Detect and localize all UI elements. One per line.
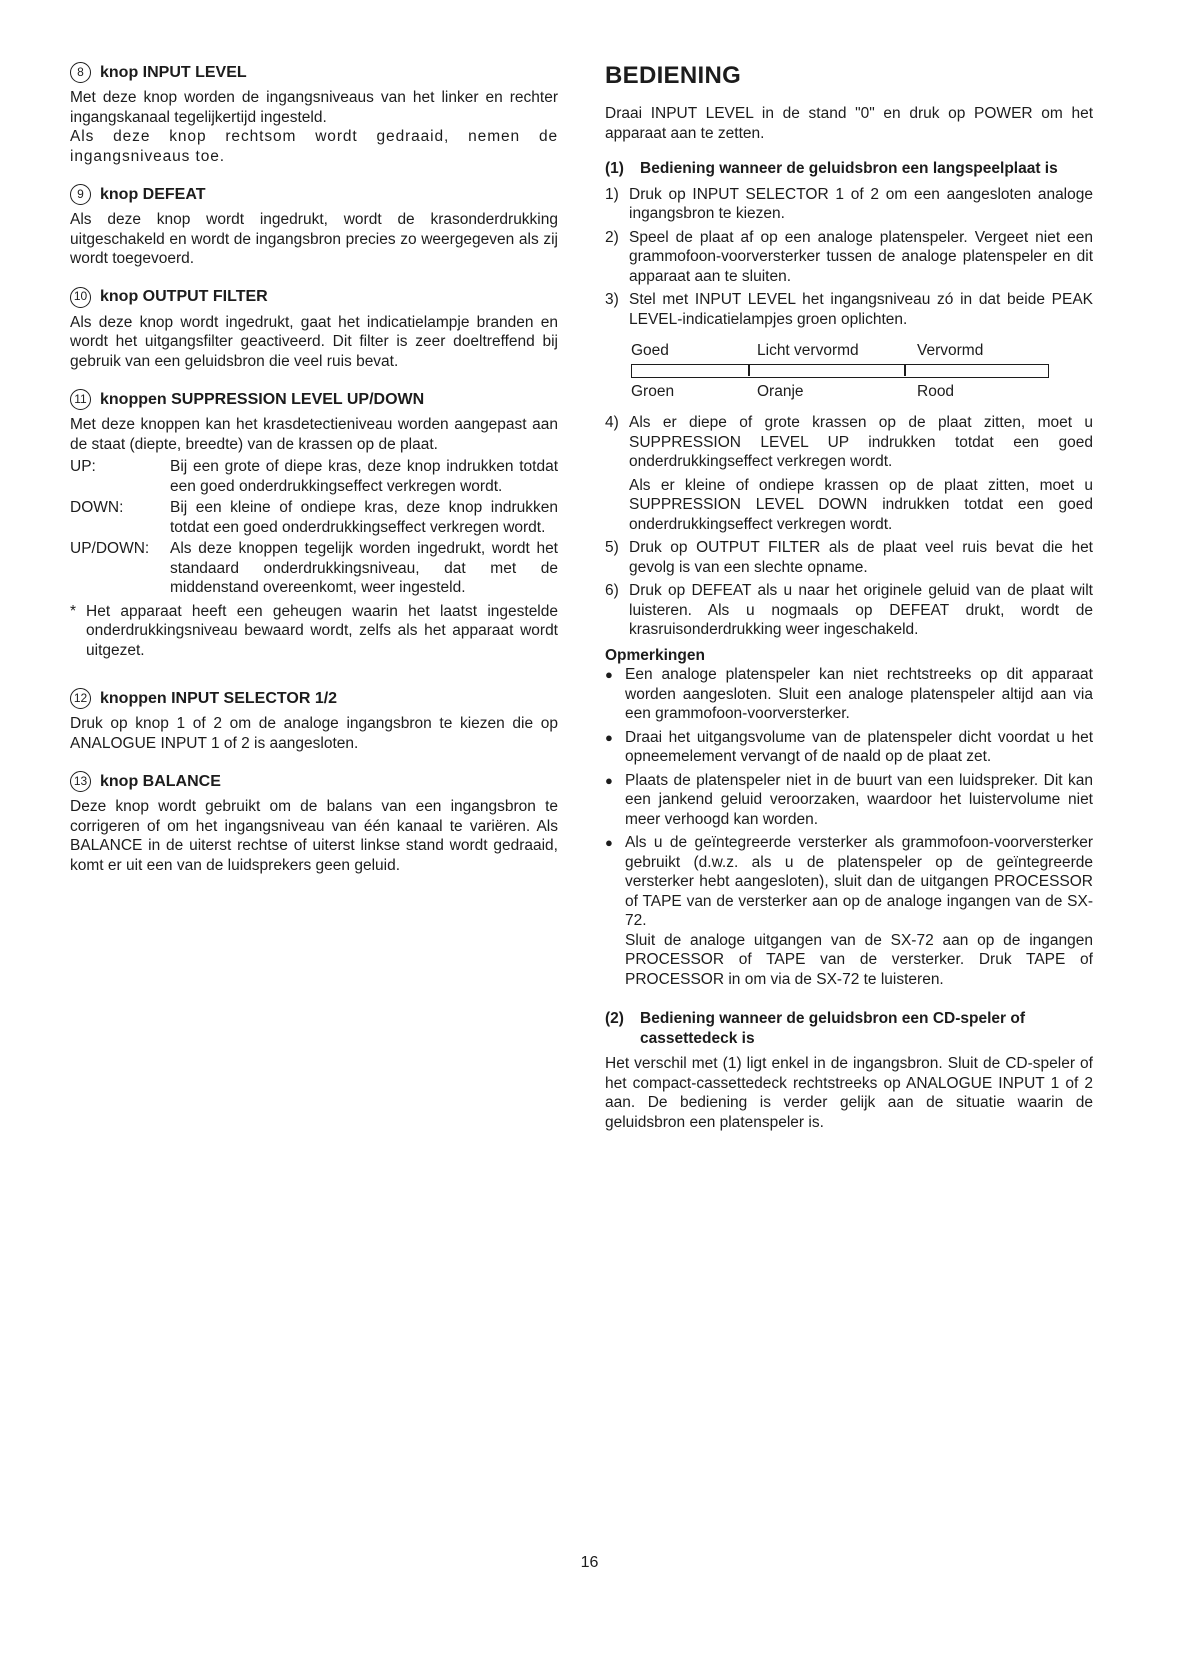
circled-number-13: 13: [70, 771, 91, 792]
step-text: Druk op DEFEAT als u naar het originele geluid van de plaat wilt luisteren. Als u nogmaals op DEFEAT drukt, wordt de krasruisonderdrukking weer ingeschakeld.: [629, 582, 1093, 638]
step-6: [605, 581, 1093, 640]
list-item: [605, 771, 1093, 830]
subsection-number: (2): [605, 1010, 624, 1027]
footnote: [70, 602, 558, 661]
section-text: Druk op knop 1 of 2 om de analoge ingangsbron te kiezen die op ANALOGUE INPUT 1 of 2 is aangesloten.: [70, 715, 558, 752]
section-text: Deze knop wordt gebruikt om de balans van een ingangsbron te corrigeren of om het ingangsniveau van één kanaal te variëren. Als BALANCE in de uiterst rechtse of uiterst linkse stand wordt gedraaid, komt er uit een van de luidsprekers geen geluid.: [70, 798, 558, 874]
remarks-list: [605, 665, 1093, 989]
remarks-heading: Opmerkingen: [605, 646, 705, 664]
circled-number-8: 8: [70, 62, 91, 83]
section-title: knop DEFEAT: [100, 185, 206, 203]
circled-number-12: 12: [70, 688, 91, 709]
step-text: Druk op INPUT SELECTOR 1 of 2 om een aangesloten analoge ingangsbron te kiezen.: [629, 185, 1093, 222]
definition-list: [70, 457, 558, 598]
definition-term: UP/DOWN:: [70, 540, 150, 557]
section-title: knoppen SUPPRESSION LEVEL UP/DOWN: [100, 390, 425, 408]
definition-term: DOWN:: [70, 499, 124, 516]
remark-extra-text: Sluit de analoge uitgangen van de SX-72 aan op de ingangen PROCESSOR of TAPE van de versterker. Druk TAPE of PROCESSOR in om via de SX-72 te luisteren.: [625, 931, 1093, 988]
section-heading: [70, 287, 558, 308]
scale-top-labels: [631, 341, 1049, 361]
section-defeat: [70, 184, 558, 269]
subsection-number: (1): [605, 160, 624, 177]
bullet-icon: ●: [605, 772, 613, 788]
definition-text: Bij een grote of diepe kras, deze knop indrukken totdat een goed onderdrukkingseffect verkregen wordt.: [170, 458, 558, 495]
left-column: [70, 62, 558, 893]
section-heading: [70, 184, 558, 205]
definition-down: [70, 498, 558, 537]
intro-text: Draai INPUT LEVEL in de stand "0" en druk op POWER om het apparaat aan te zetten.: [605, 105, 1093, 142]
remark-text: Als u de geïntegreerde versterker als grammofoon-voorversterker gebruikt (d.w.z. als u de platenspeler op de geïntegreerde versterker hebt aangesloten), sluit dan de uitgangen PROCESSOR of TAPE van de versterker aan op de analoge ingangen van de SX-72.: [625, 834, 1093, 929]
remark-text: Plaats de platenspeler niet in de buurt van een luidspreker. Dit kan een jankend geluid veroorzaken, waardoor het luistervolume niet meer verhoogd kan worden.: [625, 771, 1093, 828]
scale-bottom-labels: [631, 382, 1049, 402]
list-item: [605, 833, 1093, 989]
section-title: knop INPUT LEVEL: [100, 63, 247, 81]
subsection-heading-1: [605, 159, 1093, 179]
step-3: [605, 290, 1093, 329]
list-item: [605, 665, 1093, 724]
section-heading: [70, 62, 558, 83]
section-text: Met deze knoppen kan het krasdetectieniveau worden aangepast aan de staat (diepte, breedte) van de krassen op de plaat.: [70, 416, 558, 453]
circled-number-9: 9: [70, 184, 91, 205]
step-number: 2): [605, 228, 619, 246]
circled-number-11: 11: [70, 389, 91, 410]
scale-divider: [904, 364, 906, 376]
level-scale-diagram: [631, 341, 1049, 401]
scale-divider: [748, 364, 750, 376]
section-suppression-level: [70, 389, 558, 660]
section-title: knoppen INPUT SELECTOR 1/2: [100, 689, 338, 707]
remark-text: Een analoge platenspeler kan niet rechtstreeks op dit apparaat worden aangesloten. Sluit een analoge platenspeler altijd aan via een grammofoon-voorversterker.: [625, 666, 1093, 722]
definition-up-down: [70, 539, 558, 598]
definition-text: Als deze knoppen tegelijk worden ingedrukt, wordt het standaard onderdrukkingsniveau, dat met de middenstand overeenkomt, weer ingesteld.: [170, 540, 558, 596]
subsection-title: Bediening wanneer de geluidsbron een CD-speler of cassettedeck is: [640, 1010, 1025, 1047]
step-text: Druk op OUTPUT FILTER als de plaat veel ruis bevat die het gevolg is van een slechte opname.: [629, 539, 1093, 576]
scale-bar: [631, 364, 1049, 378]
step-number: 1): [605, 185, 619, 203]
section-input-selector: [70, 688, 558, 753]
step-text: Speel de plaat af op een analoge platenspeler. Vergeet niet een grammofoon-voorversterker tussen de analoge platenspeler en dit apparaat aan te sluiten.: [629, 228, 1093, 285]
scale-label-slightly-distorted: Licht vervormd: [757, 342, 859, 359]
remark-text-group: [625, 833, 1093, 989]
section-text: Als deze knop wordt ingedrukt, gaat het indicatielampje branden en wordt het uitgangsfilter geactiveerd. Dit filter is zeer doeltreffend bij gebruik van een geluidsbron die veel ruis bevat.: [70, 313, 558, 370]
definition-text: Bij een kleine of ondiepe kras, deze knop indrukken totdat een goed onderdrukkingseffect verkregen wordt.: [170, 499, 558, 536]
definition-up: [70, 457, 558, 496]
section-text: Met deze knop worden de ingangsniveaus van het linker en rechter ingangskanaal tegelijkertijd ingesteld.: [70, 89, 558, 126]
step-number: 5): [605, 539, 619, 556]
step-number: 6): [605, 582, 619, 599]
section-output-filter: [70, 287, 558, 372]
scale-label-green: Groen: [631, 382, 675, 400]
step-2: [605, 228, 1093, 287]
section-input-level: [70, 62, 558, 166]
footnote-text: Het apparaat heeft een geheugen waarin het laatst ingestelde onderdrukkingsniveau bewaard wordt, zelfs als het apparaat wordt uitgezet.: [86, 602, 558, 659]
section-title: knop BALANCE: [100, 772, 221, 790]
scale-label-orange: Oranje: [757, 382, 804, 400]
section-heading: [70, 688, 558, 709]
step-4: [605, 413, 1093, 472]
footnote-mark: *: [70, 602, 77, 620]
subsection-heading-2: [605, 1009, 1093, 1048]
page-title: BEDIENING: [605, 62, 742, 89]
step-number: 3): [605, 291, 619, 308]
bullet-icon: ●: [605, 729, 613, 745]
section-heading: [70, 389, 558, 410]
step-text: Stel met INPUT LEVEL het ingangsniveau zó in dat beide PEAK LEVEL-indicatielampjes groen oplichten.: [629, 291, 1093, 328]
step-5: [605, 538, 1093, 577]
section-title: knop OUTPUT FILTER: [100, 288, 268, 306]
page-number: 16: [580, 1554, 599, 1571]
step-number: 4): [605, 414, 619, 431]
step-1: [605, 185, 1093, 224]
bullet-icon: ●: [605, 667, 613, 682]
section-heading: [70, 771, 558, 792]
step-4-continuation: Als er kleine of ondiepe krassen op de plaat zitten, moet u SUPPRESSION LEVEL DOWN indrukken totdat een goed onderdrukkingseffect verkregen wordt.: [629, 476, 1093, 533]
bullet-icon: ●: [605, 835, 613, 850]
scale-label-good: Goed: [631, 342, 669, 359]
section-text: Als deze knop wordt ingedrukt, wordt de krasonderdrukking uitgeschakeld en wordt de ingangsbron precies zo weergegeven als zij wordt toegevoerd.: [70, 211, 558, 267]
remark-text: Draai het uitgangsvolume van de platenspeler dicht voordat u het opneemelement vervangt of de naald op de plaat zet.: [625, 728, 1093, 765]
section-text: Als deze knop rechtsom wordt gedraaid, nemen de ingangsniveaus toe.: [70, 128, 558, 165]
circled-number-10: 10: [70, 287, 91, 308]
step-text: Als er diepe of grote krassen op de plaat zitten, moet u SUPPRESSION LEVEL UP indrukken totdat een goed onderdrukkingseffect verkregen wordt.: [629, 414, 1093, 470]
subsection-title: Bediening wanneer de geluidsbron een langspeelplaat is: [640, 160, 1058, 177]
scale-label-distorted: Vervormd: [917, 342, 984, 359]
list-item: [605, 728, 1093, 767]
scale-label-red: Rood: [917, 382, 955, 400]
section-balance: [70, 771, 558, 875]
subsection-text: Het verschil met (1) ligt enkel in de ingangsbron. Sluit de CD-speler of het compact-cassettedeck rechtstreeks op ANALOGUE INPUT 1 of 2 aan. De bediening is verder gelijk aan de situatie waarin de geluidsbron een platenspeler is.: [605, 1055, 1093, 1131]
right-column: [605, 62, 1093, 1132]
definition-term: UP:: [70, 458, 96, 475]
